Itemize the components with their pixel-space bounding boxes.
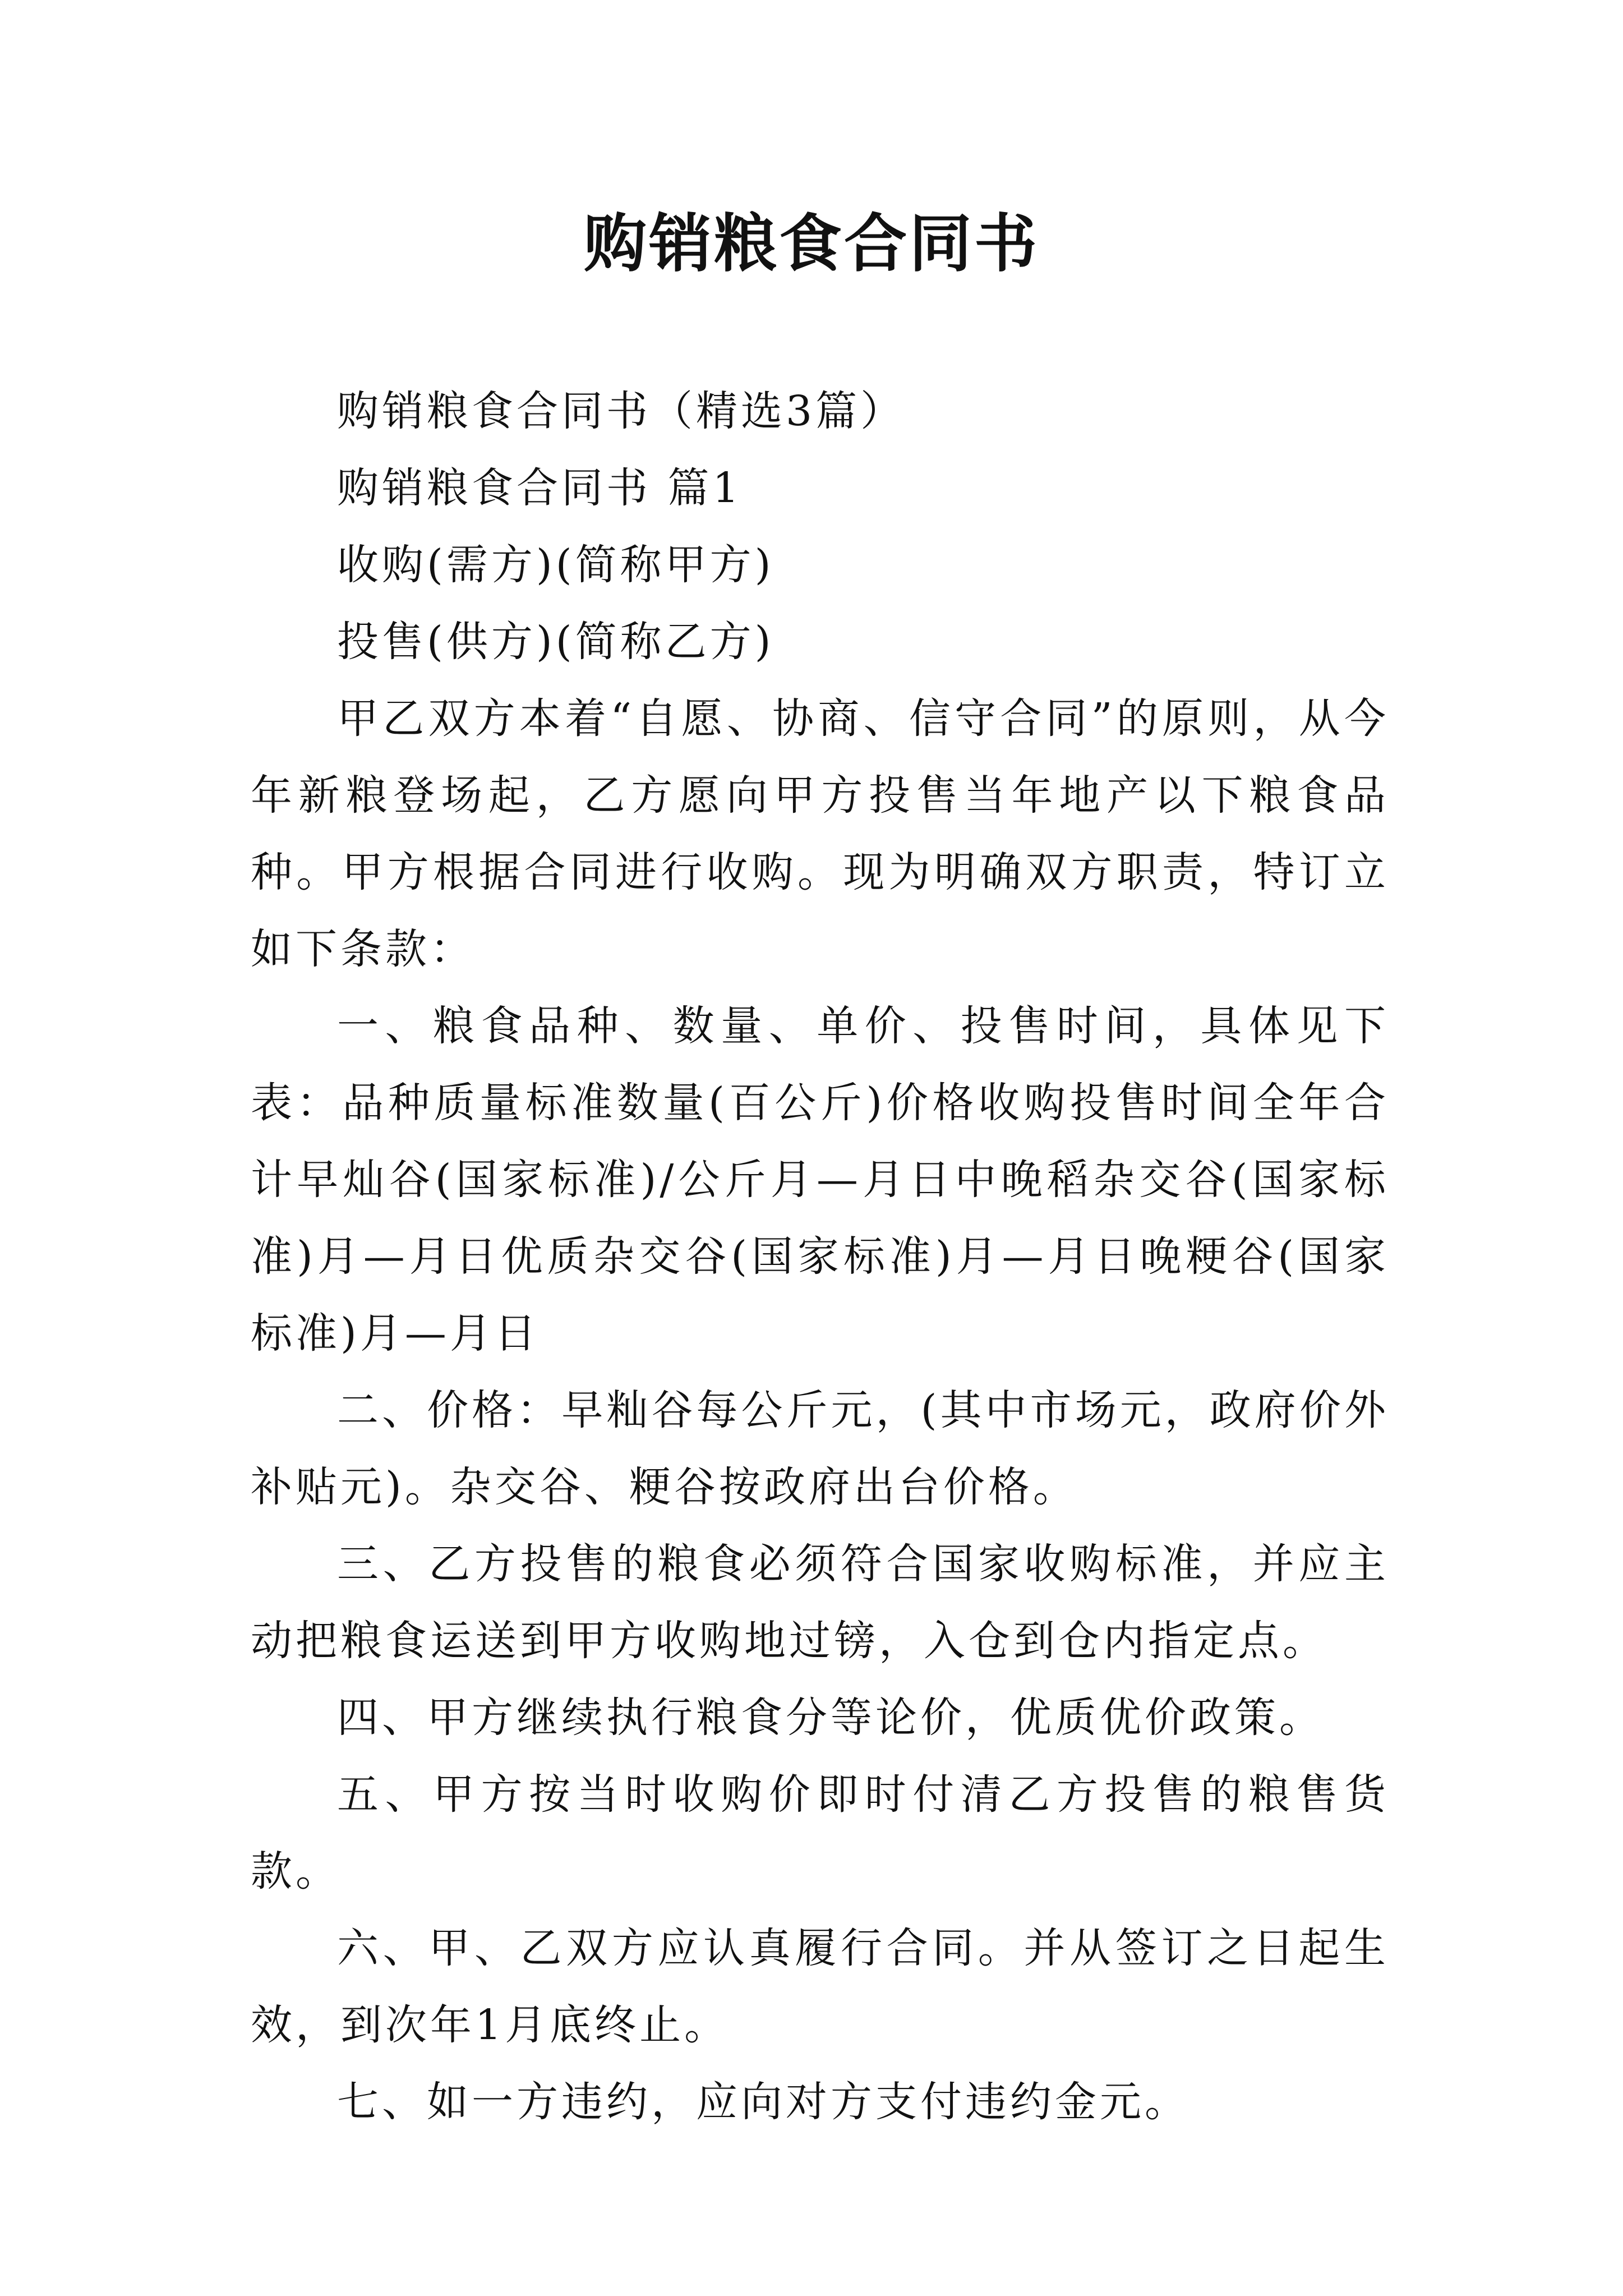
paragraph-clause-3: 三、乙方投售的粮食必须符合国家收购标准，并应主动把粮食运送到甲方收购地过镑，入仓到仓内指定点。 xyxy=(251,1540,1389,1665)
paragraph-clause-1: 一、粮食品种、数量、单价、投售时间，具体见下表：品种质量标准数量(百公斤)价格收购投售时间全年合计早灿谷(国家标准)/公斤月—月日中晚稻杂交谷(国家标准)月—月日优质杂交谷(国家标准)月—月日晚粳谷(国家标准)月—月日 xyxy=(251,1002,1389,1358)
paragraph-preamble: 甲乙双方本着“自愿、协商、信守合同”的原则，从今年新粮登场起，乙方愿向甲方投售当年地产以下粮食品种。甲方根据合同进行收购。现为明确双方职责，特订立如下条款： xyxy=(251,694,1389,973)
paragraph-clause-6: 六、甲、乙双方应认真履行合同。并从签订之日起生效，到次年1月底终止。 xyxy=(251,1924,1389,2049)
paragraph-buyer: 收购(需方)(简称甲方) xyxy=(337,541,774,589)
document-body xyxy=(251,373,1389,2141)
paragraph-seller: 投售(供方)(简称乙方) xyxy=(337,618,774,666)
paragraph-clause-5: 五、甲方按当时收购价即时付清乙方投售的粮售货款。 xyxy=(251,1770,1389,1895)
paragraph-heading-part1: 购销粮食合同书 篇1 xyxy=(337,464,743,512)
paragraph-clause-2: 二、价格：早籼谷每公斤元，(其中市场元，政府价外补贴元)。杂交谷、粳谷按政府出台价格。 xyxy=(251,1386,1389,1511)
paragraph-clause-7: 七、如一方违约，应向对方支付违约金元。 xyxy=(337,2078,1189,2126)
paragraph-clause-4: 四、甲方继续执行粮食分等论价，优质优价政策。 xyxy=(337,1694,1324,1742)
document-title: 购销粮食合同书 xyxy=(584,207,1039,280)
paragraph-heading-selection: 购销粮食合同书（精选3篇） xyxy=(337,387,906,435)
